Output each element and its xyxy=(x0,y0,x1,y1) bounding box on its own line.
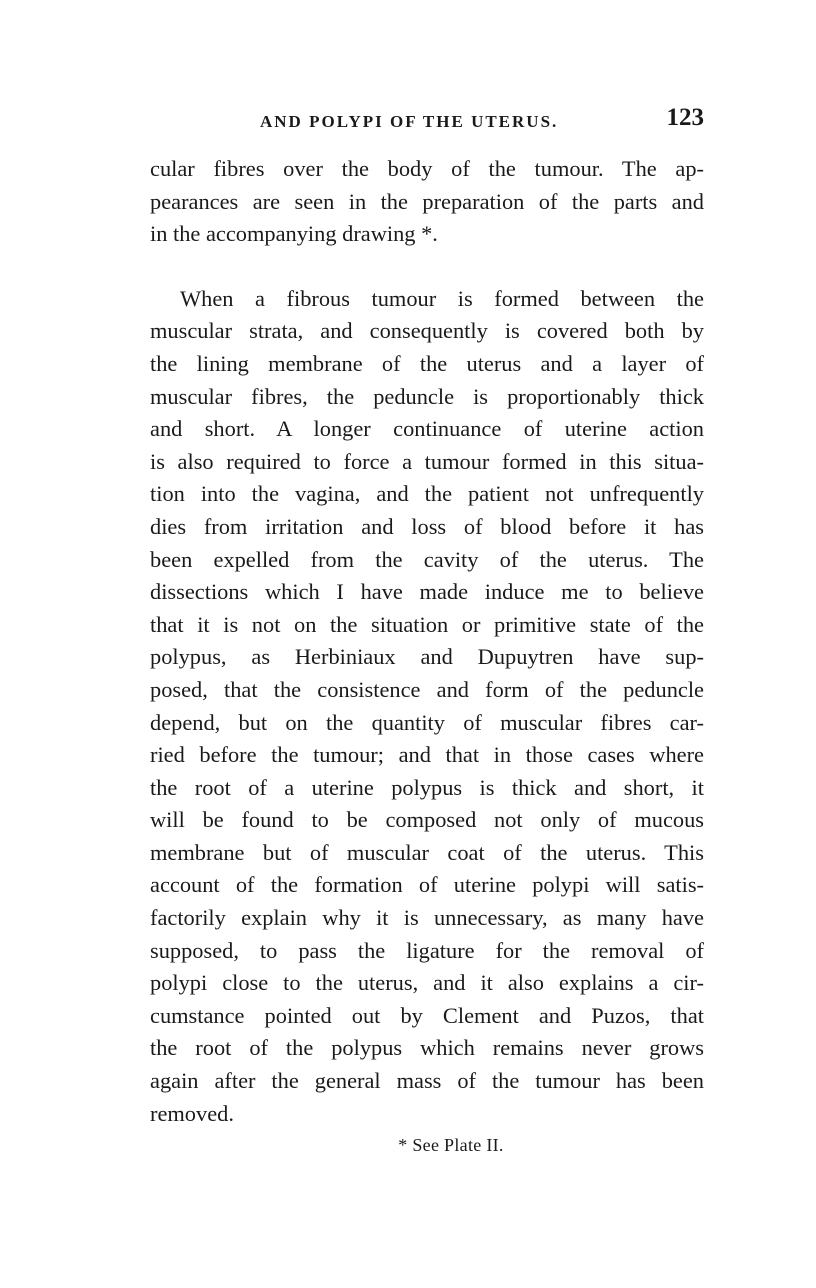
footnote: * See Plate II. xyxy=(398,1135,504,1156)
book-page xyxy=(150,100,704,1156)
text-line: dies from irritation and loss of blood before it has xyxy=(150,513,704,539)
text-line: posed, that the consistence and form of the peduncle xyxy=(150,676,704,702)
text-line: dissections which I have made induce me to believe xyxy=(150,579,704,605)
paragraph-2 xyxy=(150,283,704,1130)
text-line: polypus, as Herbiniaux and Dupuytren have sup- xyxy=(150,644,704,670)
text-line: account of the formation of uterine polypi will satis- xyxy=(150,872,704,898)
page-number: 123 xyxy=(666,104,704,131)
text-line: the root of the polypus which remains never grows xyxy=(150,1035,704,1061)
text-line: muscular fibres, the peduncle is proportionably thick xyxy=(150,383,704,409)
text-line: supposed, to pass the ligature for the removal of xyxy=(150,937,704,963)
text-line: When a fibrous tumour is formed between the xyxy=(180,285,704,311)
text-line: muscular strata, and consequently is covered both by xyxy=(150,318,704,344)
text-line: cumstance pointed out by Clement and Puzos, that xyxy=(150,1002,704,1028)
text-line: polypi close to the uterus, and it also explains a cir- xyxy=(150,970,704,996)
paragraph-1 xyxy=(150,153,704,251)
running-head xyxy=(150,100,704,140)
text-line: and short. A longer continuance of uterine action xyxy=(150,416,704,442)
text-line: factorily explain why it is unnecessary, as many have xyxy=(150,905,704,931)
text-line: membrane but of muscular coat of the uterus. This xyxy=(150,839,704,865)
text-line: the lining membrane of the uterus and a layer of xyxy=(150,350,704,376)
text-line: tion into the vagina, and the patient not unfrequently xyxy=(150,481,704,507)
text-line: removed. xyxy=(150,1100,234,1126)
text-line: been expelled from the cavity of the uterus. The xyxy=(150,546,704,572)
text-line: will be found to be composed not only of mucous xyxy=(150,807,704,833)
text-line: pearances are seen in the preparation of the parts and xyxy=(150,188,704,214)
text-line: in the accompanying drawing *. xyxy=(150,221,438,247)
text-line: is also required to force a tumour formed in this situa- xyxy=(150,448,704,474)
text-line: cular fibres over the body of the tumour. The ap- xyxy=(150,156,704,181)
text-line: depend, but on the quantity of muscular fibres car- xyxy=(150,709,704,735)
running-title: AND POLYPI OF THE UTERUS. xyxy=(260,112,559,131)
text-line: again after the general mass of the tumour has been xyxy=(150,1068,704,1094)
text-line: the root of a uterine polypus is thick and short, it xyxy=(150,774,704,800)
text-line: ried before the tumour; and that in those cases where xyxy=(150,742,704,768)
text-line: that it is not on the situation or primitive state of the xyxy=(150,611,704,637)
